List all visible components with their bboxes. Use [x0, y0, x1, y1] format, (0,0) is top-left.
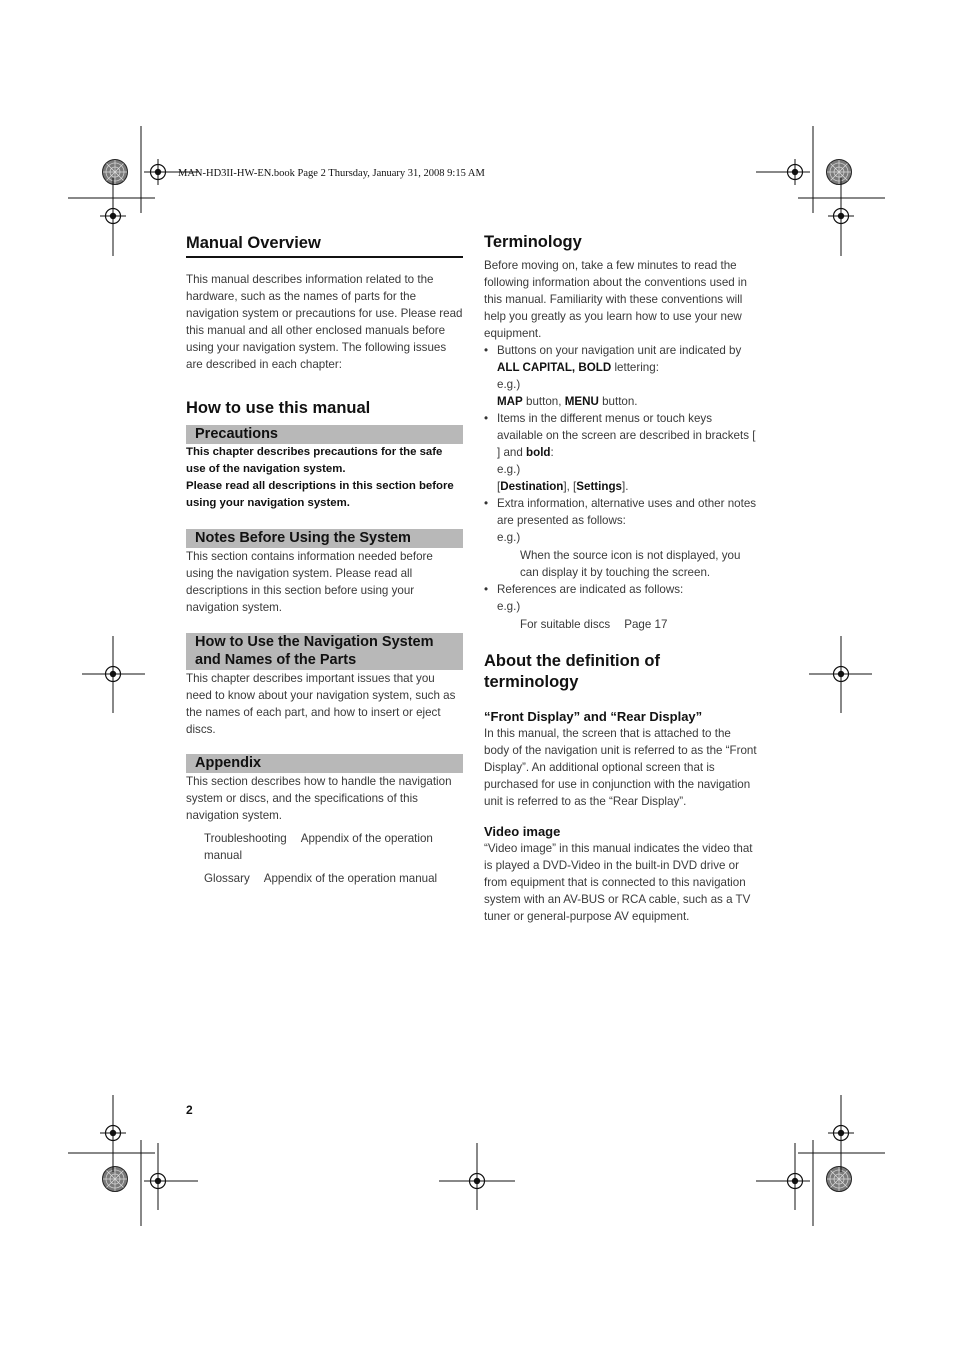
example-line: [Destination], [Settings].: [497, 480, 629, 493]
notes-before-body: This section contains information needed before using the navigation system. Please read all descriptions in this section before using your navigation system.: [186, 550, 433, 614]
how-to-use-nav-title-line2: and Names of the Parts: [195, 652, 357, 668]
right-column: [484, 232, 758, 925]
appendix-reference-1: [186, 830, 463, 864]
note-example: When the source icon is not displayed, you can display it by touching the screen.: [520, 549, 741, 579]
reference-example: For suitable discs Page 17: [520, 618, 668, 631]
left-column: [186, 232, 463, 887]
video-image-heading: Video image: [484, 824, 561, 839]
example-label: e.g.): [497, 600, 521, 613]
appendix-heading: Appendix: [186, 754, 463, 773]
list-item: • Items in the different menus or touch keys available on the screen are described in brackets [ ] and bold: e.g.) [Destination], [Settings].: [484, 410, 758, 495]
how-to-use-nav-body: This chapter describes important issues that you need to know about your navigation system, such as the names of each part, and how to insert or eject discs.: [186, 672, 456, 736]
video-image-body: “Video image” in this manual indicates the video that is played a DVD-Video in the built-in DVD drive or from equipment that is connected to this navigation system with an AV-BUS or RCA cable, such as a TV tuner or general-purpose AV equipment.: [484, 842, 753, 923]
about-definition-title: About the definition of terminology: [484, 652, 660, 691]
precautions-line1: This chapter describes precautions for the safe use of the navigation system.: [186, 446, 443, 475]
example-label: e.g.): [497, 531, 521, 544]
precautions-heading: Precautions: [186, 425, 463, 444]
appendix-body: This section describes how to handle the navigation system or discs, and the specifications of this navigation system.: [186, 775, 452, 822]
example-label: e.g.): [497, 463, 521, 476]
how-to-use-title: How to use this manual: [186, 399, 371, 417]
list-item: • Extra information, alternative uses and other notes are presented as follows: e.g.) When the source icon is not displayed, you can display it by touching the screen.: [484, 495, 758, 581]
ref-target-continued: manual: [204, 849, 243, 862]
list-item: • Buttons on your navigation unit are indicated by ALL CAPITAL, BOLD lettering: e.g.) MAP button, MENU button.: [484, 342, 758, 410]
terminology-title: Terminology: [484, 233, 582, 251]
front-rear-display-body: In this manual, the screen that is attached to the body of the navigation unit is referred to as the “Front Display”. An additional optional screen that is purchased for use in conjunction with the navigation unit is referred to as the “Rear Display”.: [484, 727, 757, 808]
file-info-header: MAN-HD3II-HW-EN.book Page 2 Thursday, January 31, 2008 9:15 AM: [178, 168, 485, 179]
list-item: • References are indicated as follows: e.g.) For suitable discs Page 17: [484, 581, 758, 633]
terminology-intro: Before moving on, take a few minutes to read the following information about the conventions used in this manual. Familiarity with these conventions will help you greatly as you learn how to use your new equipment.: [484, 259, 747, 340]
ref-target: Appendix of the operation manual: [263, 872, 438, 885]
example-line: MAP button, MENU button.: [497, 395, 638, 408]
example-label: e.g.): [497, 378, 521, 391]
appendix-reference-2: [186, 870, 463, 887]
manual-overview-title: Manual Overview: [186, 232, 463, 258]
precautions-line2: Please read all descriptions in this section before using your navigation system.: [186, 480, 454, 509]
ref-target: Appendix of the operation: [300, 832, 433, 845]
terminology-list: [484, 342, 758, 633]
manual-overview-body: This manual describes information related to the hardware, such as the names of parts for the navigation system or precautions for use. Please read this manual and all other enclosed manuals before using your navigation system. The following issues are described in each chapter:: [186, 273, 463, 371]
ref-item: Glossary: [204, 872, 250, 885]
how-to-use-nav-heading: [186, 633, 463, 670]
front-rear-display-heading: “Front Display” and “Rear Display”: [484, 709, 703, 724]
notes-before-heading: Notes Before Using the System: [186, 529, 463, 548]
ref-item: Troubleshooting: [204, 832, 287, 845]
how-to-use-nav-title-line1: How to Use the Navigation System: [195, 634, 434, 650]
page-number: 2: [186, 1103, 193, 1117]
